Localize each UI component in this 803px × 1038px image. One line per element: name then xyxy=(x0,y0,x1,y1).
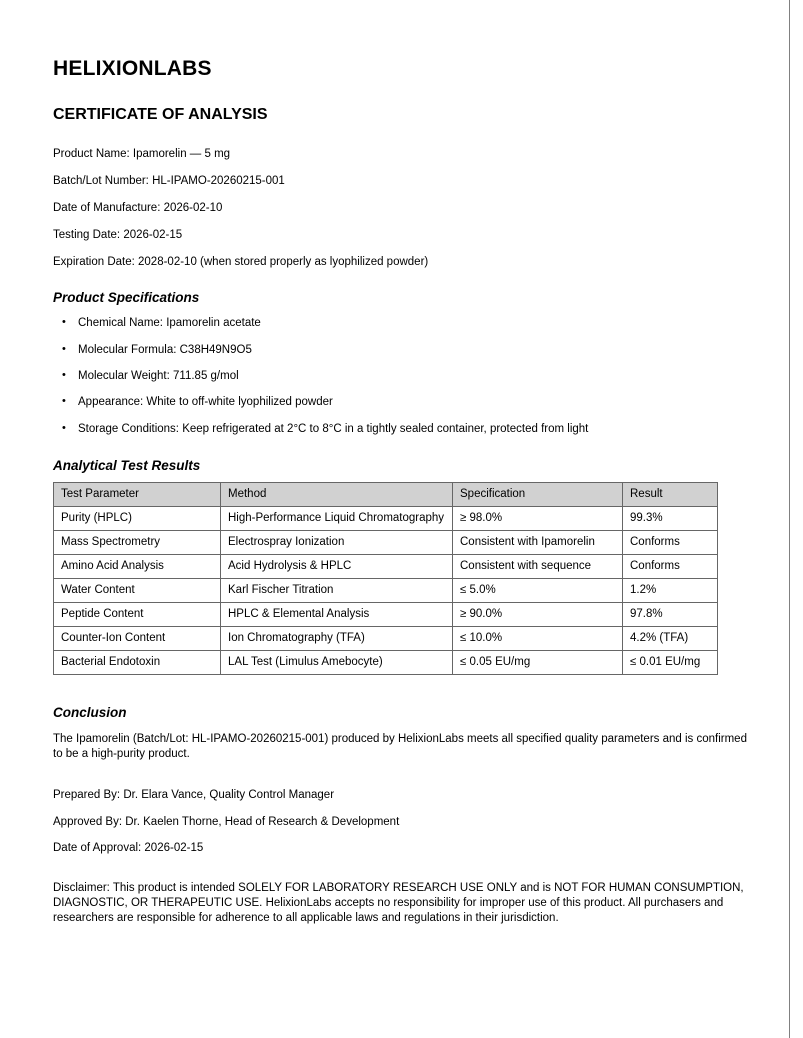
list-item-label: Appearance: White to off-white lyophilized powder xyxy=(78,396,333,409)
list-item xyxy=(53,316,748,330)
cell-method: HPLC & Elemental Analysis xyxy=(221,603,453,627)
table-row xyxy=(54,651,718,675)
document-title: CERTIFICATE OF ANALYSIS xyxy=(53,106,268,124)
cell-test-parameter: Peptide Content xyxy=(54,603,221,627)
disclaimer-text: Disclaimer: This product is intended SOLELY FOR LABORATORY RESEARCH USE ONLY and is NOT FOR HUMAN CONSUMPTION, DIAGNOSTIC, OR THERAPEUTIC USE. HelixionLabs accepts no responsibility for improper use of this product. All purchasers and researchers are responsible for adherence to all applicable laws and regulations in their jurisdiction. xyxy=(53,881,744,925)
signoff-block xyxy=(53,788,748,856)
table-row xyxy=(54,603,718,627)
table-header-row xyxy=(54,483,718,507)
prepared-by-line: Prepared By: Dr. Elara Vance, Quality Control Manager xyxy=(53,788,335,801)
metadata-line: Product Name: Ipamorelin — 5 mg xyxy=(53,148,231,161)
column-header: Specification xyxy=(453,483,623,507)
product-specifications-list xyxy=(53,316,748,436)
conclusion-body: The Ipamorelin (Batch/Lot: HL-IPAMO-20260215-001) produced by HelixionLabs meets all specified quality parameters and is confirmed to be a high-purity product. xyxy=(53,733,747,761)
column-header: Method xyxy=(221,483,453,507)
analytical-results-table xyxy=(53,482,718,675)
metadata-line: Batch/Lot Number: HL-IPAMO-20260215-001 xyxy=(53,175,285,188)
document-content xyxy=(53,0,748,927)
list-item-label: Chemical Name: Ipamorelin acetate xyxy=(78,317,261,330)
table-row xyxy=(54,507,718,531)
cell-result: ≤ 0.01 EU/mg xyxy=(623,651,718,675)
list-item-label: Molecular Weight: 711.85 g/mol xyxy=(78,370,239,382)
cell-result: Conforms xyxy=(623,531,718,555)
cell-specification: ≥ 98.0% xyxy=(453,507,623,531)
approved-by-line: Approved By: Dr. Kaelen Thorne, Head of Research & Development xyxy=(53,815,400,828)
cell-specification: ≤ 5.0% xyxy=(453,579,623,603)
table-row xyxy=(54,555,718,579)
list-item-label: Storage Conditions: Keep refrigerated at 2°C to 8°C in a tightly sealed container, protected from light xyxy=(78,422,589,435)
list-item xyxy=(53,343,748,357)
analytical-results-heading: Analytical Test Results xyxy=(53,458,201,474)
cell-method: Ion Chromatography (TFA) xyxy=(221,627,453,651)
cell-result: 97.8% xyxy=(623,603,718,627)
product-specifications-heading: Product Specifications xyxy=(53,290,200,306)
bullet-icon: • xyxy=(62,369,66,381)
cell-test-parameter: Mass Spectrometry xyxy=(54,531,221,555)
metadata-line: Date of Manufacture: 2026-02-10 xyxy=(53,202,223,215)
cell-specification: Consistent with Ipamorelin xyxy=(453,531,623,555)
table-row xyxy=(54,627,718,651)
metadata-line: Testing Date: 2026-02-15 xyxy=(53,229,183,241)
cell-result: 99.3% xyxy=(623,507,718,531)
bullet-icon: • xyxy=(62,316,66,329)
date-of-approval-line: Date of Approval: 2026-02-15 xyxy=(53,842,204,855)
list-item xyxy=(53,369,748,383)
cell-method: Karl Fischer Titration xyxy=(221,579,453,603)
product-metadata xyxy=(53,147,748,269)
cell-result: 4.2% (TFA) xyxy=(623,627,718,651)
cell-test-parameter: Purity (HPLC) xyxy=(54,507,221,531)
list-item xyxy=(53,422,748,436)
cell-test-parameter: Amino Acid Analysis xyxy=(54,555,221,579)
conclusion-heading: Conclusion xyxy=(53,705,127,721)
cell-specification: ≤ 0.05 EU/mg xyxy=(453,651,623,675)
column-header: Test Parameter xyxy=(54,483,221,507)
table-row xyxy=(54,579,718,603)
cell-test-parameter: Counter-Ion Content xyxy=(54,627,221,651)
cell-test-parameter: Bacterial Endotoxin xyxy=(54,651,221,675)
cell-specification: ≥ 90.0% xyxy=(453,603,623,627)
cell-specification: Consistent with sequence xyxy=(453,555,623,579)
cell-method: High-Performance Liquid Chromatography xyxy=(221,507,453,531)
column-header: Result xyxy=(623,483,718,507)
company-name: HELIXIONLABS xyxy=(53,57,212,80)
cell-test-parameter: Water Content xyxy=(54,579,221,603)
cell-result: 1.2% xyxy=(623,579,718,603)
cell-method: Electrospray Ionization xyxy=(221,531,453,555)
cell-specification: ≤ 10.0% xyxy=(453,627,623,651)
cell-method: LAL Test (Limulus Amebocyte) xyxy=(221,651,453,675)
bullet-icon: • xyxy=(62,421,66,434)
cell-method: Acid Hydrolysis & HPLC xyxy=(221,555,453,579)
list-item-label: Molecular Formula: C38H49N9O5 xyxy=(78,343,252,356)
table-row xyxy=(54,531,718,555)
bullet-icon: • xyxy=(62,342,66,355)
cell-result: Conforms xyxy=(623,555,718,579)
metadata-line: Expiration Date: 2028-02-10 (when stored properly as lyophilized powder) xyxy=(53,255,429,268)
bullet-icon: • xyxy=(62,395,66,408)
list-item xyxy=(53,395,748,409)
